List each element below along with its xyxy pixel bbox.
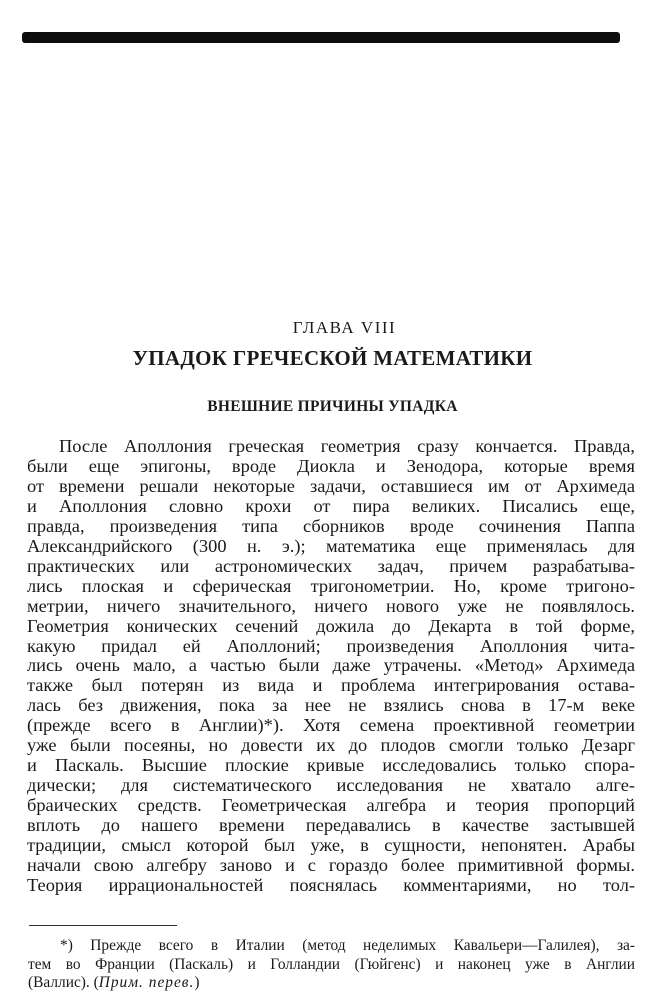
- body-line: начали свою алгебру заново и с гораздо более примитивной формы.: [27, 855, 635, 876]
- footnote: [28, 937, 635, 993]
- body-line: После Аполлония греческая геометрия сразу кончается. Правда,: [59, 436, 635, 456]
- body-line: браических средств. Геометрическая алгебра и теория пропорций: [27, 795, 635, 816]
- body-line: Теория иррациональностей пояснялась комментариями, но тол-: [27, 874, 635, 895]
- body-line: также был потерян из вида и проблема интегрирования остава-: [27, 675, 635, 696]
- translator-note: Прим. перев.: [98, 974, 195, 991]
- body-line: какую придал ей Аполлоний; произведения Аполлония чита-: [27, 635, 635, 656]
- body-line: лись плоская и сферическая тригонометрии. Но, кроме тригоно-: [27, 575, 635, 596]
- body-line: дически; для систематического исследования не хватало алге-: [27, 775, 635, 796]
- body-line: Геометрия конических сечений дожила до Декарта в той форме,: [27, 615, 635, 636]
- body-line: (прежде всего в Англии)*). Хотя семена проективной геометрии: [27, 715, 635, 736]
- body-line: и Паскаль. Высшие плоские кривые исследовались только спора-: [27, 755, 635, 776]
- footnote-rule: [29, 925, 177, 926]
- body-line: уже были посеяны, но довести их до плодов смогли только Дезарг: [27, 735, 635, 756]
- body-line: традиции, смысл которой был уже, в сущности, непонятен. Арабы: [27, 835, 635, 856]
- footnote-line: *) Прежде всего в Италии (метод неделимых Кавальери—Галилея), за-: [60, 937, 635, 954]
- footnote-text: (Валлис). (: [28, 974, 99, 991]
- top-rule: [22, 32, 620, 43]
- body-line: Александрийского (300 н. э.); математика еще применялась для: [27, 535, 635, 556]
- body-line: лась без движения, пока за нее не взялись снова в 17-м веке: [27, 695, 635, 716]
- footnote-text: ): [194, 974, 200, 991]
- body-line: лись очень мало, а частью были даже утрачены. «Метод» Архимеда: [27, 655, 635, 676]
- body-line: были еще эпигоны, вроде Диокла и Зенодора, которые время: [27, 455, 635, 476]
- body-line: от времени решали некоторые задачи, оставшиеся им от Архимеда: [27, 475, 635, 496]
- section-title: ВНЕШНИЕ ПРИЧИНЫ УПАДКА: [207, 398, 458, 415]
- body-line: и Аполлония словно крохи от пира великих. Писались еще,: [27, 495, 635, 516]
- body-line: практических или астрономических задач, причем разрабатыва-: [27, 555, 635, 576]
- footnote-line: [28, 974, 635, 993]
- chapter-title: УПАДОК ГРЕЧЕСКОЙ МАТЕМАТИКИ: [132, 346, 533, 370]
- chapter-number: ГЛАВА VIII: [292, 318, 397, 337]
- footnote-line: тем во Франции (Паскаль) и Голландии (Гюйгенс) и наконец уже в Англии: [28, 955, 635, 973]
- body-line: метрии, ничего значительного, ничего нового уже не появлялось.: [27, 595, 635, 616]
- body-line: правда, произведения типа сборников вроде сочинения Паппа: [27, 515, 635, 536]
- body-paragraph: [27, 437, 635, 896]
- body-line: вплоть до нашего времени передавались в качестве застывшей: [27, 815, 635, 836]
